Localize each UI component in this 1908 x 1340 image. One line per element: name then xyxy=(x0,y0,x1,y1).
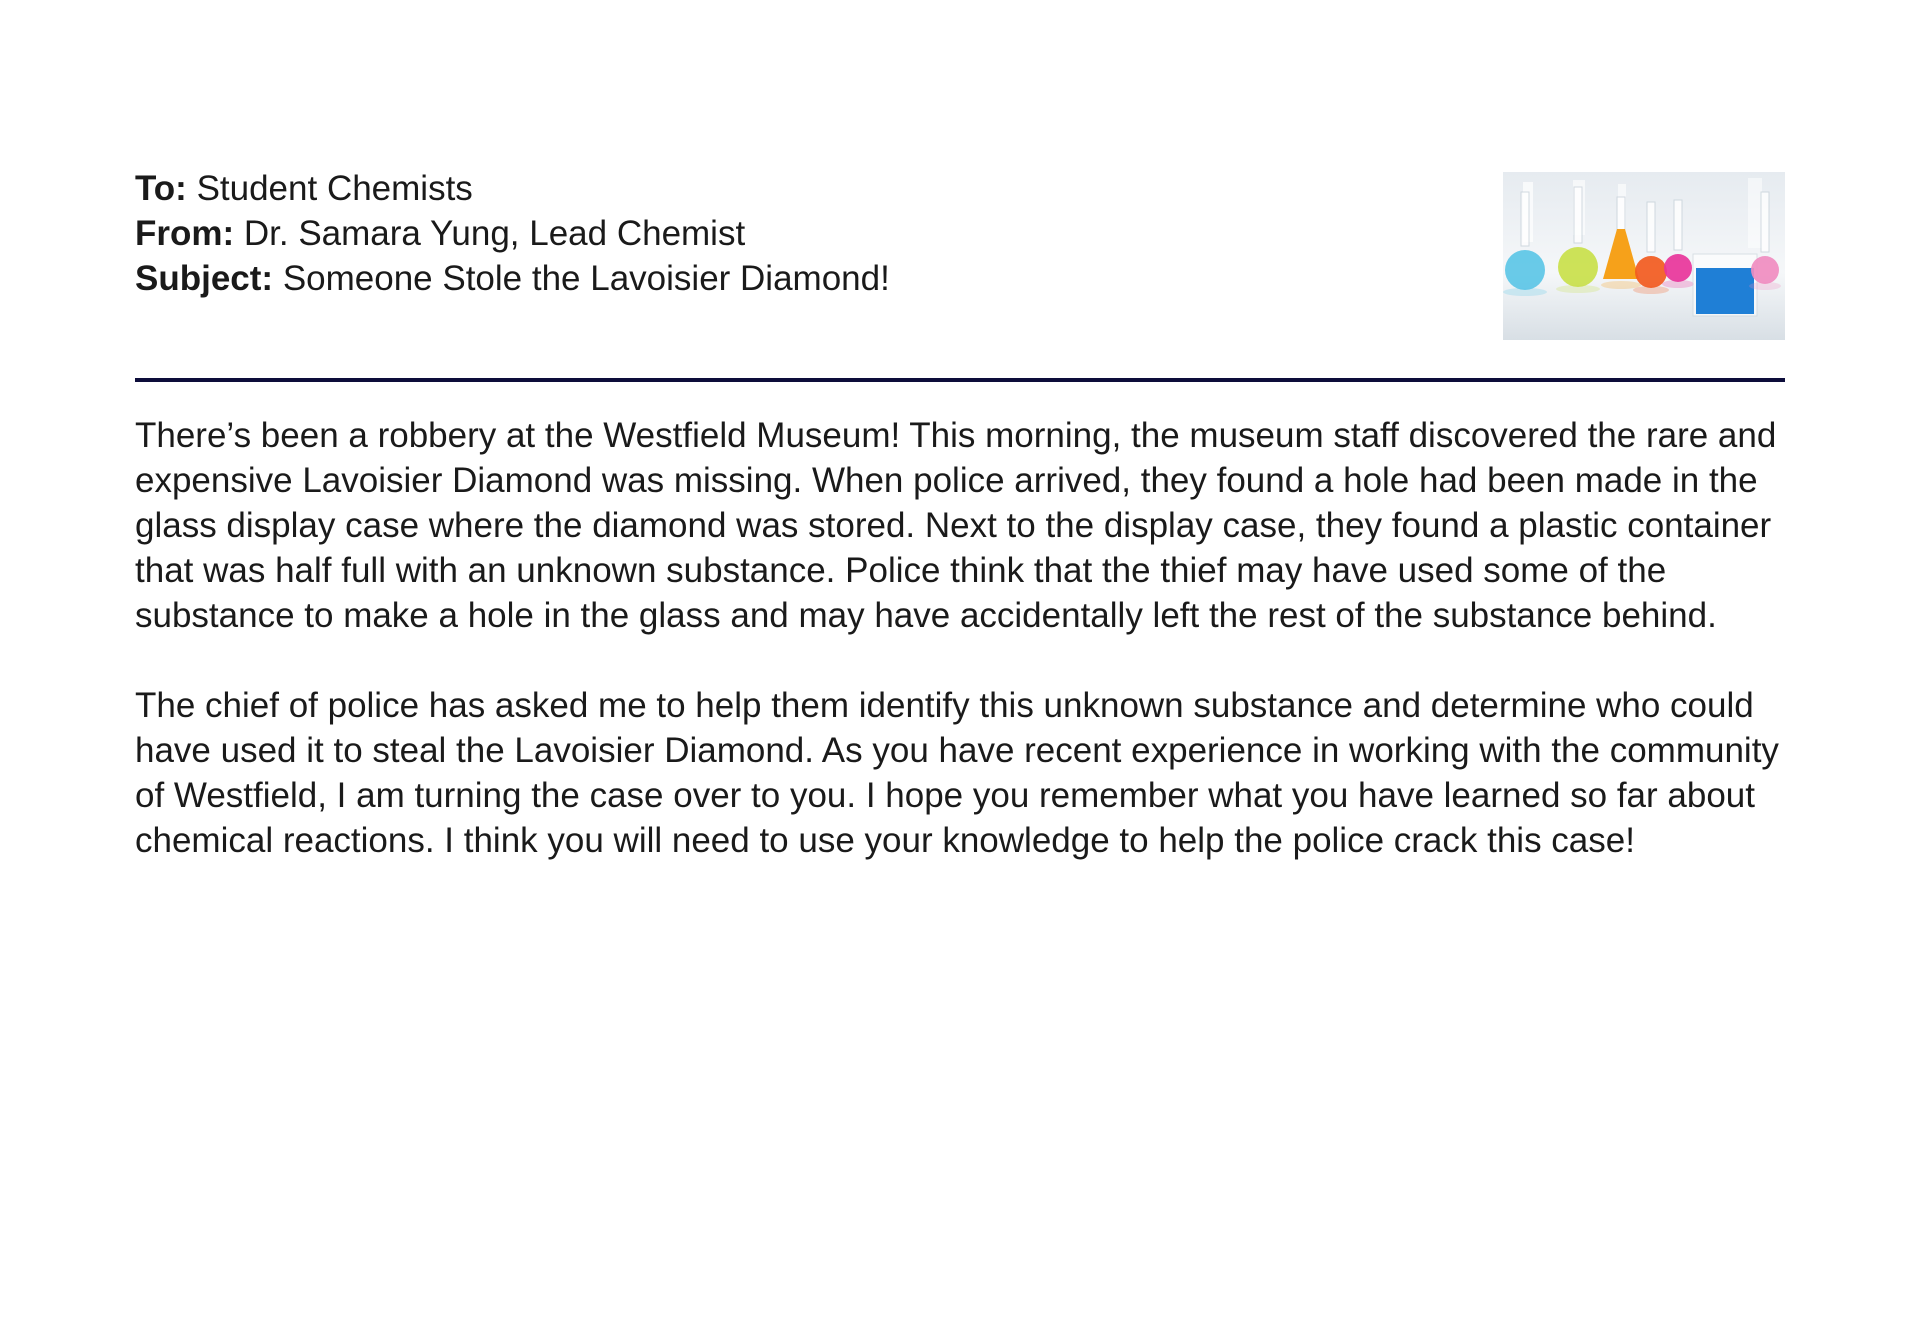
flask-shape xyxy=(1574,187,1582,243)
flask-shape xyxy=(1749,282,1781,290)
flask-shape xyxy=(1601,281,1641,289)
memo-from-label: From: xyxy=(135,214,235,253)
memo-body xyxy=(135,413,1795,908)
flask-shape xyxy=(1503,288,1547,296)
memo-subject-value: Someone Stole the Lavoisier Diamond! xyxy=(282,259,890,298)
flask-shape xyxy=(1664,254,1692,282)
flask-shape xyxy=(1505,250,1545,290)
memo-to-row xyxy=(135,166,1335,211)
flask-shape xyxy=(1635,256,1667,288)
flask-shape xyxy=(1662,280,1694,288)
header-divider xyxy=(135,378,1785,382)
body-paragraph-2: The chief of police has asked me to help them identify this unknown substance and determine who could have used it to steal the Lavoisier Diamond. As you have recent experience in working with the community of Westfield, I am turning the case over to you. I hope you remember what you have learned so far about chemical reactions. I think you will need to use your knowledge to help the police crack this case! xyxy=(135,686,1779,860)
memo-subject-label: Subject: xyxy=(135,259,274,298)
flask-shape xyxy=(1751,256,1779,284)
memo-header xyxy=(135,166,1335,301)
memo-from-value: Dr. Samara Yung, Lead Chemist xyxy=(243,214,746,253)
body-paragraph-1: There’s been a robbery at the Westfield Museum! This morning, the museum staff discovered the rare and expensive Lavoisier Diamond was missing. When police arrived, they found a hole had been made in the glass display case where the diamond was stored. Next to the display case, they found a plastic container that was half full with an unknown substance. Police think that the thief may have used some of the substance to make a hole in the glass and may have accidentally left the rest of the substance behind. xyxy=(135,416,1777,635)
flask-shape xyxy=(1674,200,1682,250)
lab-glassware-photo xyxy=(1503,172,1785,340)
memo-to-value: Student Chemists xyxy=(196,169,473,208)
flask-shape xyxy=(1696,268,1754,314)
memo-to-label: To: xyxy=(135,169,187,208)
flask-shape xyxy=(1761,192,1769,252)
lab-glassware-icon xyxy=(1503,172,1785,340)
flask-shape xyxy=(1558,247,1598,287)
flask-shape xyxy=(1633,286,1669,294)
flask-shape xyxy=(1647,202,1655,252)
memo-subject-row xyxy=(135,256,1335,301)
flask-shape xyxy=(1556,285,1600,293)
memo-from-row xyxy=(135,211,1335,256)
flask-shape xyxy=(1521,192,1529,246)
